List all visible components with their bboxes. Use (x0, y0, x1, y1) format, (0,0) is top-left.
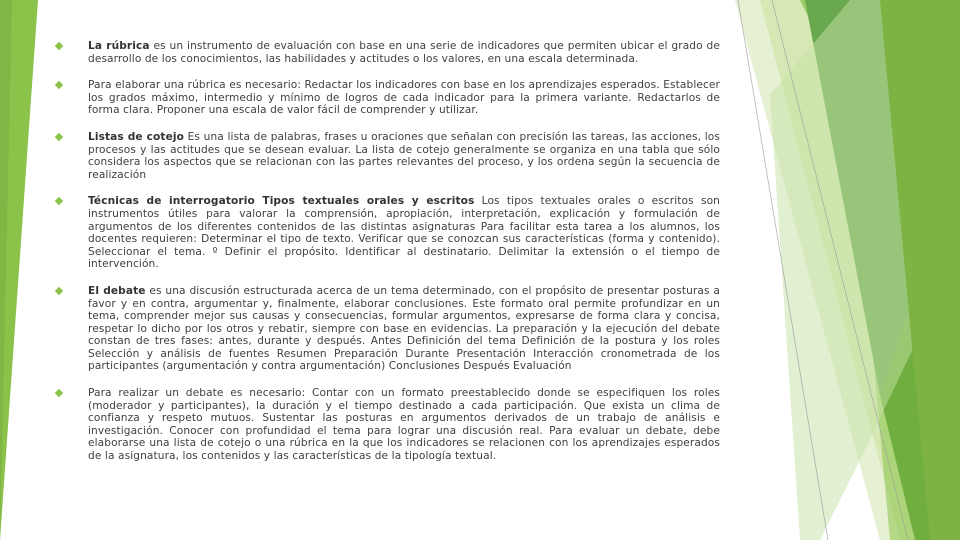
bullet-term: El debate (88, 284, 146, 297)
diamond-bullet-icon (55, 133, 63, 141)
bullet-item-rubrica (56, 40, 720, 65)
diamond-bullet-icon (55, 197, 63, 205)
bullet-text: Para realizar un debate es necesario: Contar con un formato preestablecido donde se especifiquen los roles (moderador y participantes), la duración y el tiempo destinado a cada participación. Que exista un clima de confianza y respeto mutuos. Sustentar las posturas en argumentos derivados de un trabajo de análisis e investigación. Conocer con profundidad el tema para lograr una discusión real. Para evaluar un debate, debe elaborarse una lista de cotejo o una rúbrica en la que los indicadores se relacionen con los aprendizajes esperados de la asignatura, los contenidos y las características de la tipología textual. (88, 387, 720, 463)
bullet-text: Para elaborar una rúbrica es necesario: Redactar los indicadores con base en los aprendizajes esperados. Establecer los grados máximo, intermedio y mínimo de logros de cada indicador para la primera variante. Redactarlos de forma clara. Proponer una escala de valor fácil de comprender y utilizar. (88, 79, 720, 117)
bullet-term: Listas de cotejo (88, 130, 184, 143)
diamond-bullet-icon (55, 287, 63, 295)
diamond-bullet-icon (55, 389, 63, 397)
bullet-term: La rúbrica (88, 40, 150, 52)
bullet-item-realizar-debate (56, 387, 720, 463)
bullet-item-tecnicas-interrogatorio (56, 195, 720, 271)
bullet-text: Los tipos textuales orales o escritos son instrumentos útiles para valorar la comprensión, apropiación, interpretación, explicación y formulación de argumentos de los diferentes contenidos de las distintas asignaturas Para facilitar esta tarea a los alumnos, los docentes requieren: Determinar el tipo de texto. Verificar que se conozcan sus características (forma y contenido). Seleccionar el tema. º Definir el propósito. Identificar al destinatario. Delimitar la extensión o el tiempo de intervención. (88, 195, 720, 271)
bullet-term: Técnicas de interrogatorio Tipos textuales orales y escritos (88, 195, 475, 208)
bullet-item-listas-cotejo (56, 131, 720, 181)
bullet-list (56, 40, 720, 463)
bullet-text: es una discusión estructurada acerca de un tema determinado, con el propósito de presentar posturas a favor y en contra, argumentar y, finalmente, elaborar conclusiones. Este formato oral permite profundizar en un tema, comprender mejor sus causas y consecuencias, formular argumentos, expresarse de forma clara y concisa, respetar lo dicho por los otros y rebatir, siempre con base en evidencias. La preparación y la ejecución del debate constan de tres fases: antes, durante y después. Antes Definición del tema Definición de la postura y los roles Selección y análisis de fuentes Resumen Preparación Durante Presentación Interacción cronometrada de los participantes (argumentación y contra argumentación) Conclusiones Después Evaluación (88, 284, 720, 373)
diamond-bullet-icon (55, 81, 63, 89)
diamond-bullet-icon (55, 42, 63, 50)
bullet-text: Es una lista de palabras, frases u oraciones que señalan con precisión las tareas, las acciones, los procesos y las actitudes que se desean evaluar. La lista de cotejo generalmente se organiza en una tabla que sólo considera los aspectos que se relacionan con las partes relevantes del proceso, y los ordena según la secuencia de realización (88, 130, 721, 181)
bullet-item-debate (56, 285, 720, 373)
bullet-text: es un instrumento de evaluación con base en una serie de indicadores que permiten ubicar el grado de desarrollo de los conocimientos, las habilidades y actitudes o los valores, en una escala determinada. (88, 40, 720, 65)
bullet-item-elaborar-rubrica (56, 79, 720, 117)
